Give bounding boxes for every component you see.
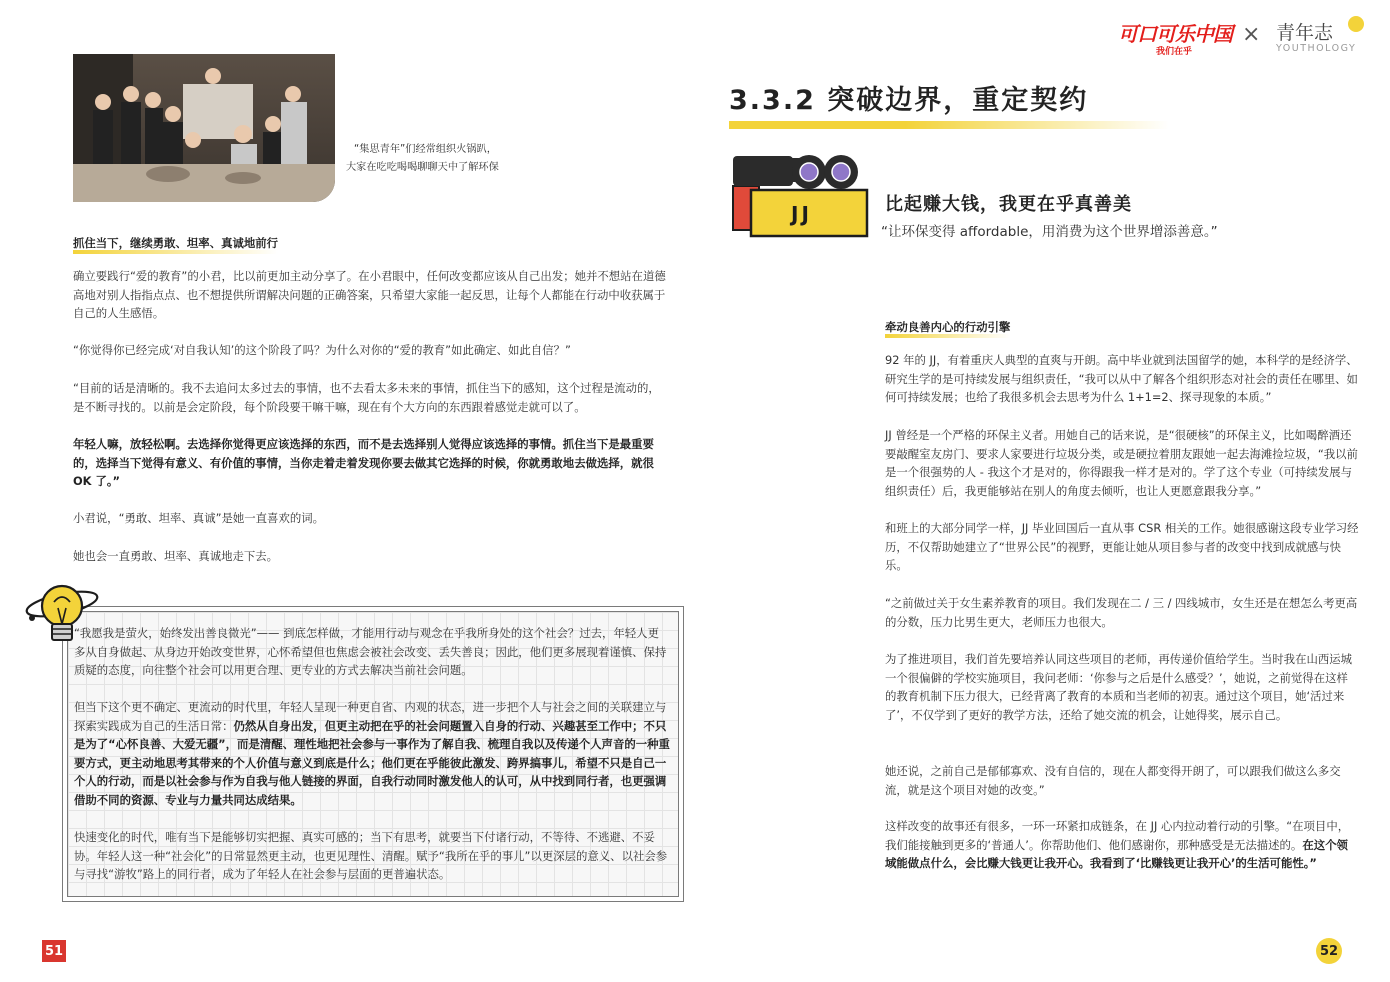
right-paragraph-7-bold: 在这个领域能做点什么，会比赚大钱更让我开心。我看到了‘比赚钱更让我开心’的生活可能性。” <box>885 837 1348 871</box>
right-paragraph-3: 和班上的大部分同学一样，JJ 毕业回国后一直从事 CSR 相关的工作。她很感谢这段专业学习经历，不仅帮助她建立了“世界公民”的视野，更能让她从项目参与者的改变中找到成就感与快乐。 <box>885 521 1359 573</box>
right-paragraph-4: “之前做过关于女生素养教育的项目。我们发现在二 / 三 / 四线城市，女生还是在想怎么考更高的分数，压力比男生更大，老师压力也很大。 <box>885 596 1358 629</box>
right-paragraph-7-normal: 这样改变的故事还有很多，一环一环紧扣成链条，在 JJ 心内拉动着行动的引擎。“在项目中，我们能接触到更多的‘普通人’。你帮助他们、他们感谢你，那种感受是无法描述的。 <box>885 819 1350 852</box>
right-subheading-wrap <box>885 316 1010 335</box>
brand-header <box>1118 14 1378 60</box>
coca-cola-logo: 可口可乐中国 <box>1118 22 1232 46</box>
right-paragraph-5: 为了推进项目，我们首先要培养认同这些项目的老师，再传递价值给学生。当时我在山西运城一个很偏僻的学校实施项目，我问老师：‘你参与之后是什么感受？’，她说，之前觉得在这样的教育机制下压力很大，已经背离了教育的本质和当老师的初衷。通过这个项目，她‘活过来了’，不仅学到了更好的教学方法，还给了她交流的机会，让她得奖，展示自己。 <box>885 652 1353 722</box>
profile-quote: “让环保变得 affordable，用消费为这个世界增添善意。” <box>881 224 1218 240</box>
callout-paragraph-2-normal: 但当下这个更不确定、更流动的时代里，年轻人呈现一种更自省、内观的状态，进一步把个人与社会之间的关联建立与探索实践成为自己的生活日常： <box>74 700 667 733</box>
profile-binoculars-badge <box>729 150 874 242</box>
youthology-sub: YOUTHOLOGY <box>1276 43 1357 54</box>
group-photo <box>73 54 335 202</box>
left-paragraph-2: “你觉得你已经完成‘对自我认知’的这个阶段了吗？为什么对你的“爱的教育”如此确定、如此自信？” <box>73 343 571 357</box>
profile-headline: 比起赚大钱，我更在乎真善美 <box>885 194 1132 215</box>
group-photo-image <box>73 54 335 202</box>
page-number-left: 51 <box>42 940 66 962</box>
binoculars-icon <box>729 150 874 242</box>
page-number-right: 52 <box>1316 938 1342 964</box>
left-subheading: 抓住当下，继续勇敢、坦率、真诚地前行 <box>73 236 279 250</box>
left-paragraph-1: 确立要践行“爱的教育”的小君，比以前更加主动分享了。在小君眼中，任何改变都应该从自己出发；她并不想站在道德高地对别人指指点点、也不想提供所谓解决问题的正确答案，只希望大家能一起反思，让每个人都能在行动中收获属于自己的人生感悟。 <box>73 269 666 321</box>
callout-paragraph-2-bold: 仍然从自身出发，但更主动把在乎的社会问题置入自身的行动、兴趣甚至工作中；不只是为了“心怀良善、大爱无疆”，而是清醒、理性地把社会参与一事作为了解自我、梳理自我以及传递个人声音的一种重要方式，更主动地思考其带来的个人价值与意义到底是什么；他们更在乎能彼此激发、跨界搞事儿，希望不只是自己一个人的行动，而是以社会参与作为自我与他人链接的界面，自我行动同时激发他人的认可，从中找到同行者，也更强调借助不同的资源、专业与力量共同达成结果。 <box>74 718 670 807</box>
left-paragraph-3: “目前的话是清晰的。我不去追问太多过去的事情，也不去看太多未来的事情，抓住当下的感知，这个过程是流动的，是不断寻找的。以前是会定阶段，每个阶段要干嘛干嘛，现在有个大方向的东西跟着感觉走就可以了。 <box>73 381 660 414</box>
profile-badge-label: JJ <box>791 202 812 226</box>
left-paragraph-6: 她也会一直勇敢、坦率、真诚地走下去。 <box>73 549 279 563</box>
youthology-logo: 青年志 <box>1276 22 1334 44</box>
right-paragraph-1: 92 年的 JJ，有着重庆人典型的直爽与开朗。高中毕业就到法国留学的她，本科学的是经济学、研究生学的是可持续发展与组织责任，“我可以从中了解各个组织形态对社会的责任在哪里、如何可持续发展；也给了我很多机会去思考为什么 1+1=2、探寻现象的本质。” <box>885 353 1358 405</box>
callout-paragraph-2 <box>74 698 670 810</box>
photo-caption <box>346 141 526 177</box>
right-subheading: 牵动良善内心的行动引擎 <box>885 320 1011 334</box>
insight-callout-grid <box>67 611 679 897</box>
section-title-underline <box>729 121 1169 129</box>
callout-paragraph-3: 快速变化的时代，唯有当下是能够切实把握、真实可感的；当下有思考，就要当下付诸行动，不等待、不逃避、不妥协。年轻人这一种“社会化”的日常显然更主动，也更见理性、清醒。赋予“我所在乎的事儿”以更深层的意义、以社会参与寻找“游牧”路上的同行者，成为了年轻人在社会参与层面的更普遍状态。 <box>74 830 668 882</box>
right-paragraph-7 <box>885 817 1359 873</box>
youthology-dot-icon <box>1348 16 1364 32</box>
left-paragraph-5: 小君说，“勇敢、坦率、真诚”是她一直喜欢的词。 <box>73 511 325 525</box>
right-paragraph-2: JJ 曾经是一个严格的环保主义者。用她自己的话来说，是“很硬核”的环保主义，比如喝醉酒还要敲醒室友房门、要求人家要进行垃圾分类，或是硬拉着朋友跟她一起去海滩捡垃圾，“我以前是一个很强势的人 - 我这个才是对的，你得跟我一样才是对的。学了这个专业（可持续发展与组织责任）后，我更能够站在别人的角度去倾听，也让人更愿意跟我分享。” <box>885 428 1358 498</box>
right-paragraph-6: 她还说，之前自己是郁郁寡欢、没有自信的，现在人都变得开朗了，可以跟我们做这么多交流，就是这个项目对她的改变。” <box>885 764 1341 797</box>
lightbulb-icon <box>24 578 104 658</box>
coca-cola-tagline: 我们在乎 <box>1156 47 1193 57</box>
left-paragraph-4: 年轻人嘛，放轻松啊。去选择你觉得更应该选择的东西，而不是去选择别人觉得应该选择的事情。抓住当下是最重要的，选择当下觉得有意义、有价值的事情，当你走着走着发现你要去做其它选择的时候，你就勇敢地去做选择，就很 OK 了。” <box>73 437 654 489</box>
times-sign: × <box>1242 22 1261 47</box>
section-title: 3.3.2 突破边界，重定契约 <box>729 85 1089 116</box>
insight-callout-box <box>62 606 684 902</box>
left-subheading-wrap <box>73 232 278 251</box>
callout-paragraph-1: “我愿我是萤火，始终发出善良微光”—— 到底怎样做，才能用行动与观念在乎我所身处的这个社会？过去，年轻人更多从自身做起、从身边开始改变世界，心怀希望但也焦虑会被社会改变、丢失善良；因此，他们更多展现着谨慎、保持质疑的态度，向往整个社会可以用更合理、更专业的方式去解决当前社会问题。 <box>74 626 667 678</box>
photo-caption-line-2: 大家在吃吃喝喝聊聊天中了解环保 <box>346 162 499 173</box>
photo-caption-line-1: “集思青年”们经常组织火锅趴， <box>354 144 497 155</box>
